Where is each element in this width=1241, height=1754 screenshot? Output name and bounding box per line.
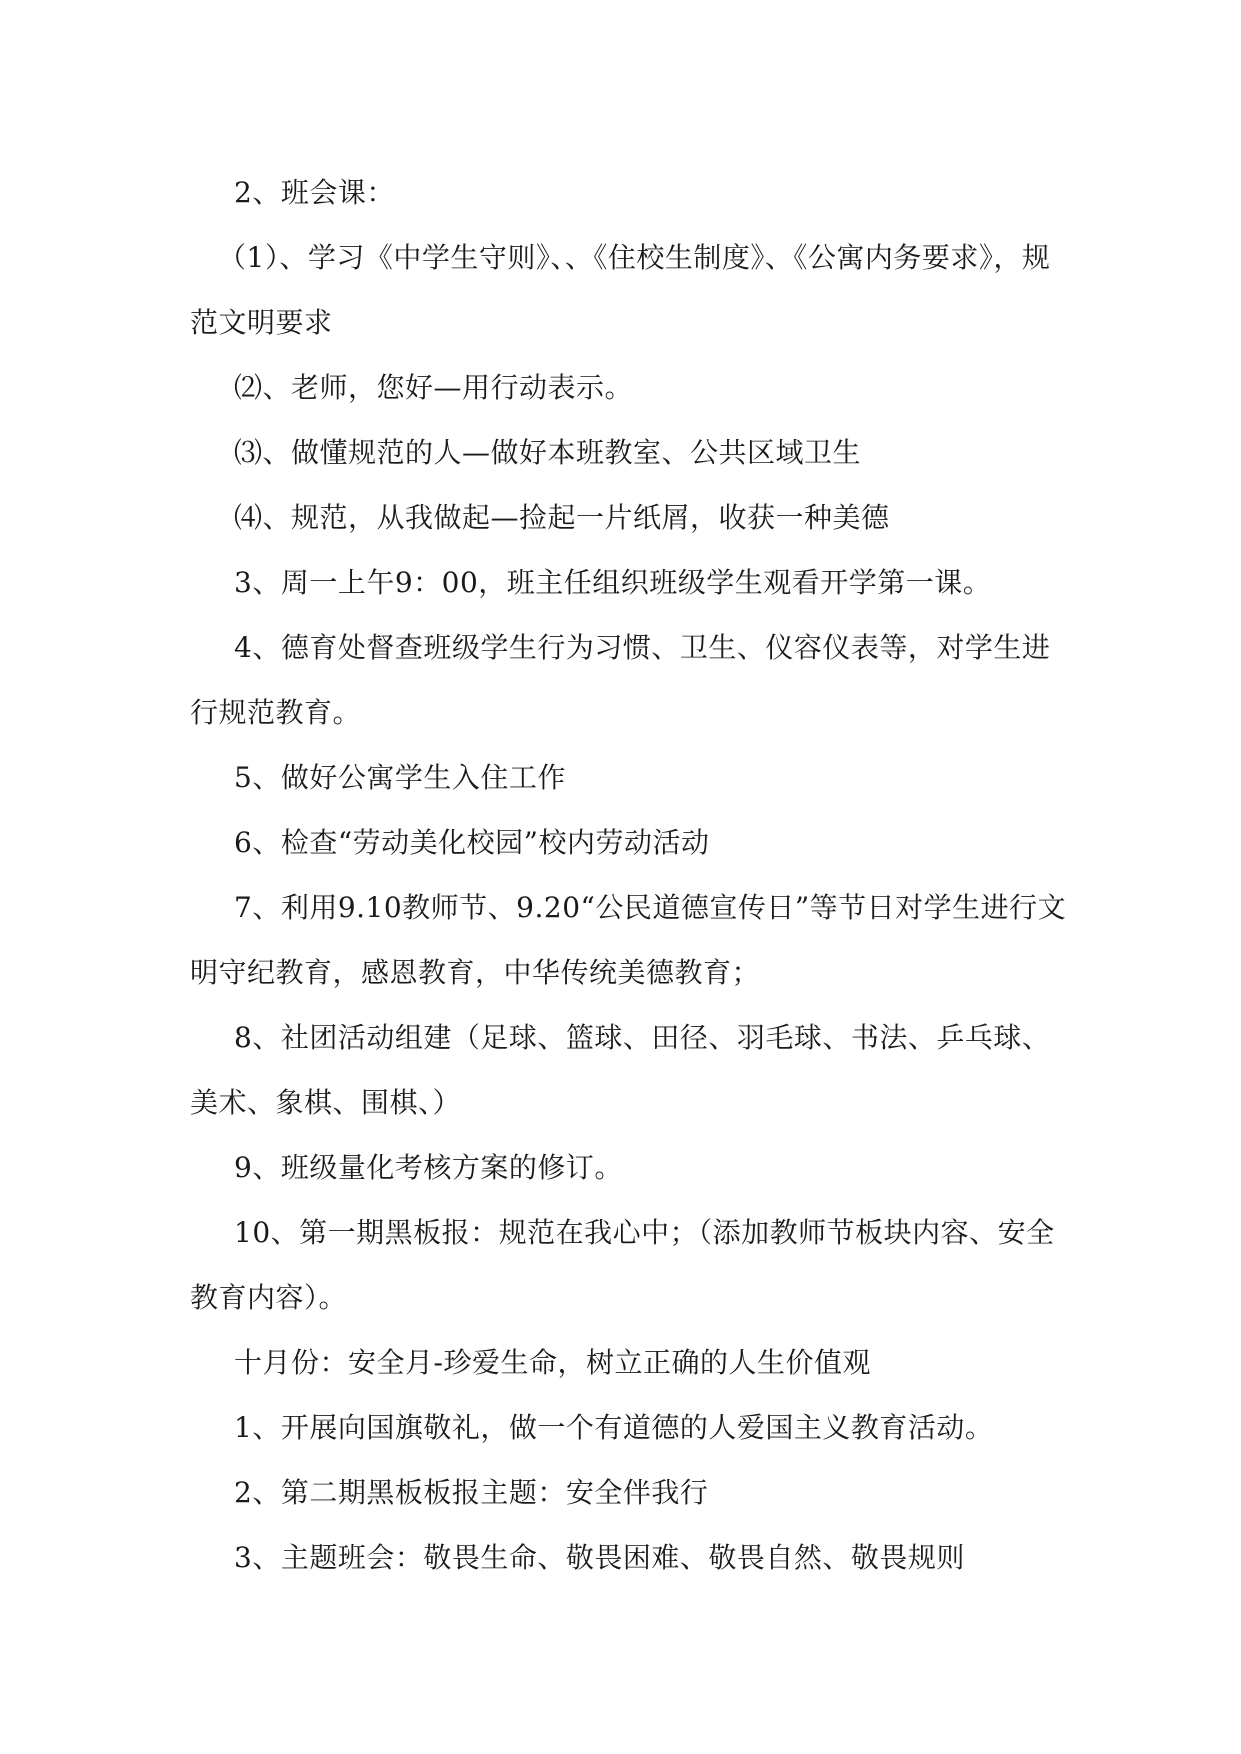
paragraph-point-7: 7、利用9.10教师节、9.20“公民道德宣传日”等节日对学生进行文明守纪教育，感恩教育，中华传统美德教育； bbox=[190, 891, 1067, 989]
paragraph-point-3: 3、周一上午9：00，班主任组织班级学生观看开学第一课。 bbox=[234, 566, 992, 599]
paragraph-october-heading: 十月份：安全月-珍爱生命，树立正确的人生价值观 bbox=[234, 1346, 871, 1379]
paragraph-point-4: 4、德育处督查班级学生行为习惯、卫生、仪容仪表等，对学生进行规范教育。 bbox=[190, 631, 1051, 729]
paragraph-item-4: ⑷、规范，从我做起—捡起一片纸屑，收获一种美德 bbox=[234, 501, 890, 534]
paragraph-october-point-2: 2、第二期黑板板报主题：安全伴我行 bbox=[234, 1476, 709, 1509]
paragraph-class-meeting-heading: 2、班会课： bbox=[234, 176, 395, 209]
paragraph-point-9: 9、班级量化考核方案的修订。 bbox=[234, 1151, 623, 1184]
paragraph-item-2: ⑵、老师，您好—用行动表示。 bbox=[234, 371, 634, 404]
document-body bbox=[190, 160, 1070, 1590]
paragraph-point-8: 8、社团活动组建（足球、篮球、田径、羽毛球、书法、乒乓球、美术、象棋、围棋、） bbox=[190, 1021, 1051, 1119]
paragraph-october-point-1: 1、开展向国旗敬礼，做一个有道德的人爱国主义教育活动。 bbox=[234, 1411, 994, 1444]
paragraph-item-3: ⑶、做懂规范的人—做好本班教室、公共区域卫生 bbox=[234, 436, 862, 469]
paragraph-item-1: （1）、学习《中学生守则》、、《住校生制度》、《公寓内务要求》，规范文明要求 bbox=[190, 241, 1051, 339]
paragraph-point-5: 5、做好公寓学生入住工作 bbox=[234, 761, 566, 794]
paragraph-point-10: 10、第一期黑板报：规范在我心中；（添加教师节板块内容、安全教育内容）。 bbox=[190, 1216, 1055, 1314]
paragraph-october-point-3: 3、主题班会：敬畏生命、敬畏困难、敬畏自然、敬畏规则 bbox=[234, 1541, 965, 1574]
paragraph-point-6: 6、检查“劳动美化校园”校内劳动活动 bbox=[234, 826, 710, 859]
